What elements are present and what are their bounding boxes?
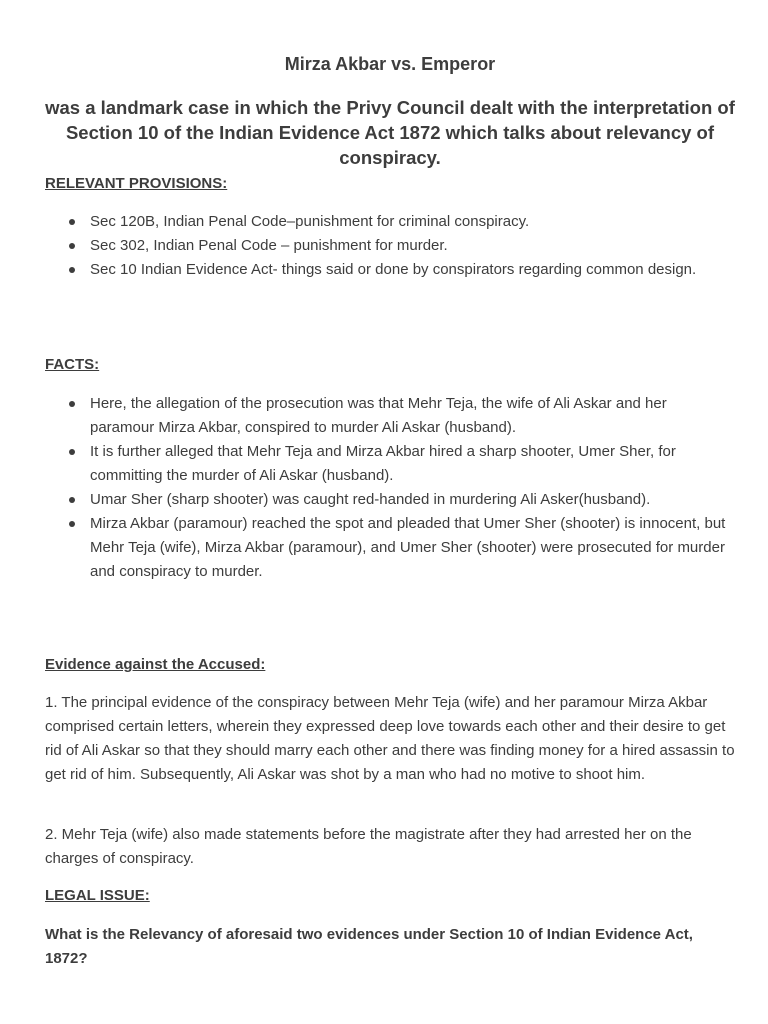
bullet-icon bbox=[69, 401, 75, 407]
evidence-paragraph-2: 2. Mehr Teja (wife) also made statements before the magistrate after they had arrested her on the charges of conspiracy. bbox=[45, 826, 692, 867]
list-item: Sec 302, Indian Penal Code – punishment for murder. bbox=[0, 234, 768, 258]
evidence-heading: Evidence against the Accused: bbox=[45, 656, 266, 673]
evidence-paragraph-1: 1. The principal evidence of the conspiracy between Mehr Teja (wife) and her paramour Mirza Akbar comprised certain letters, wherein they expressed deep love towards each other and their desire to get rid of Ali Askar so that they should marry each other and there was finding money for a hired assassin to get rid of him. Subsequently, Ali Askar was shot by a man who had no motive to shoot him. bbox=[45, 694, 735, 783]
bullet-icon bbox=[69, 243, 75, 249]
bullet-icon bbox=[69, 449, 75, 455]
list-item: It is further alleged that Mehr Teja and Mirza Akbar hired a sharp shooter, Umer Sher, for committing the murder of Ali Askar (husband). bbox=[0, 440, 768, 488]
document-title: Mirza Akbar vs. Emperor bbox=[284, 54, 496, 74]
legal-issue-question: What is the Relevancy of aforesaid two evidences under Section 10 of Indian Evidence Act, 1872? bbox=[45, 926, 693, 967]
legal-issue-heading: LEGAL ISSUE: bbox=[45, 887, 150, 904]
bullet-icon bbox=[69, 497, 75, 503]
facts-list bbox=[0, 392, 768, 584]
list-item: Sec 10 Indian Evidence Act- things said or done by conspirators regarding common design. bbox=[0, 258, 768, 282]
list-item: Here, the allegation of the prosecution was that Mehr Teja, the wife of Ali Askar and her paramour Mirza Akbar, conspired to murder Ali Askar (husband). bbox=[0, 392, 768, 440]
relevant-provisions-list bbox=[0, 210, 768, 282]
facts-heading: FACTS: bbox=[45, 356, 100, 373]
list-item: Sec 120B, Indian Penal Code–punishment for criminal conspiracy. bbox=[0, 210, 768, 234]
list-item: Mirza Akbar (paramour) reached the spot and pleaded that Umer Sher (shooter) is innocent, but Mehr Teja (wife), Mirza Akbar (paramour), and Umer Sher (shooter) were prosecuted for murder and conspiracy to murder. bbox=[0, 512, 768, 584]
bullet-icon bbox=[69, 521, 75, 527]
bullet-icon bbox=[69, 267, 75, 273]
document-subtitle: was a landmark case in which the Privy Council dealt with the interpretation of Section 10 of the Indian Evidence Act 1872 which talks about relevancy of conspiracy. bbox=[45, 97, 735, 168]
relevant-provisions-heading: RELEVANT PROVISIONS: bbox=[45, 175, 228, 192]
bullet-icon bbox=[69, 219, 75, 225]
list-item: Umar Sher (sharp shooter) was caught red-handed in murdering Ali Asker(husband). bbox=[0, 488, 768, 512]
